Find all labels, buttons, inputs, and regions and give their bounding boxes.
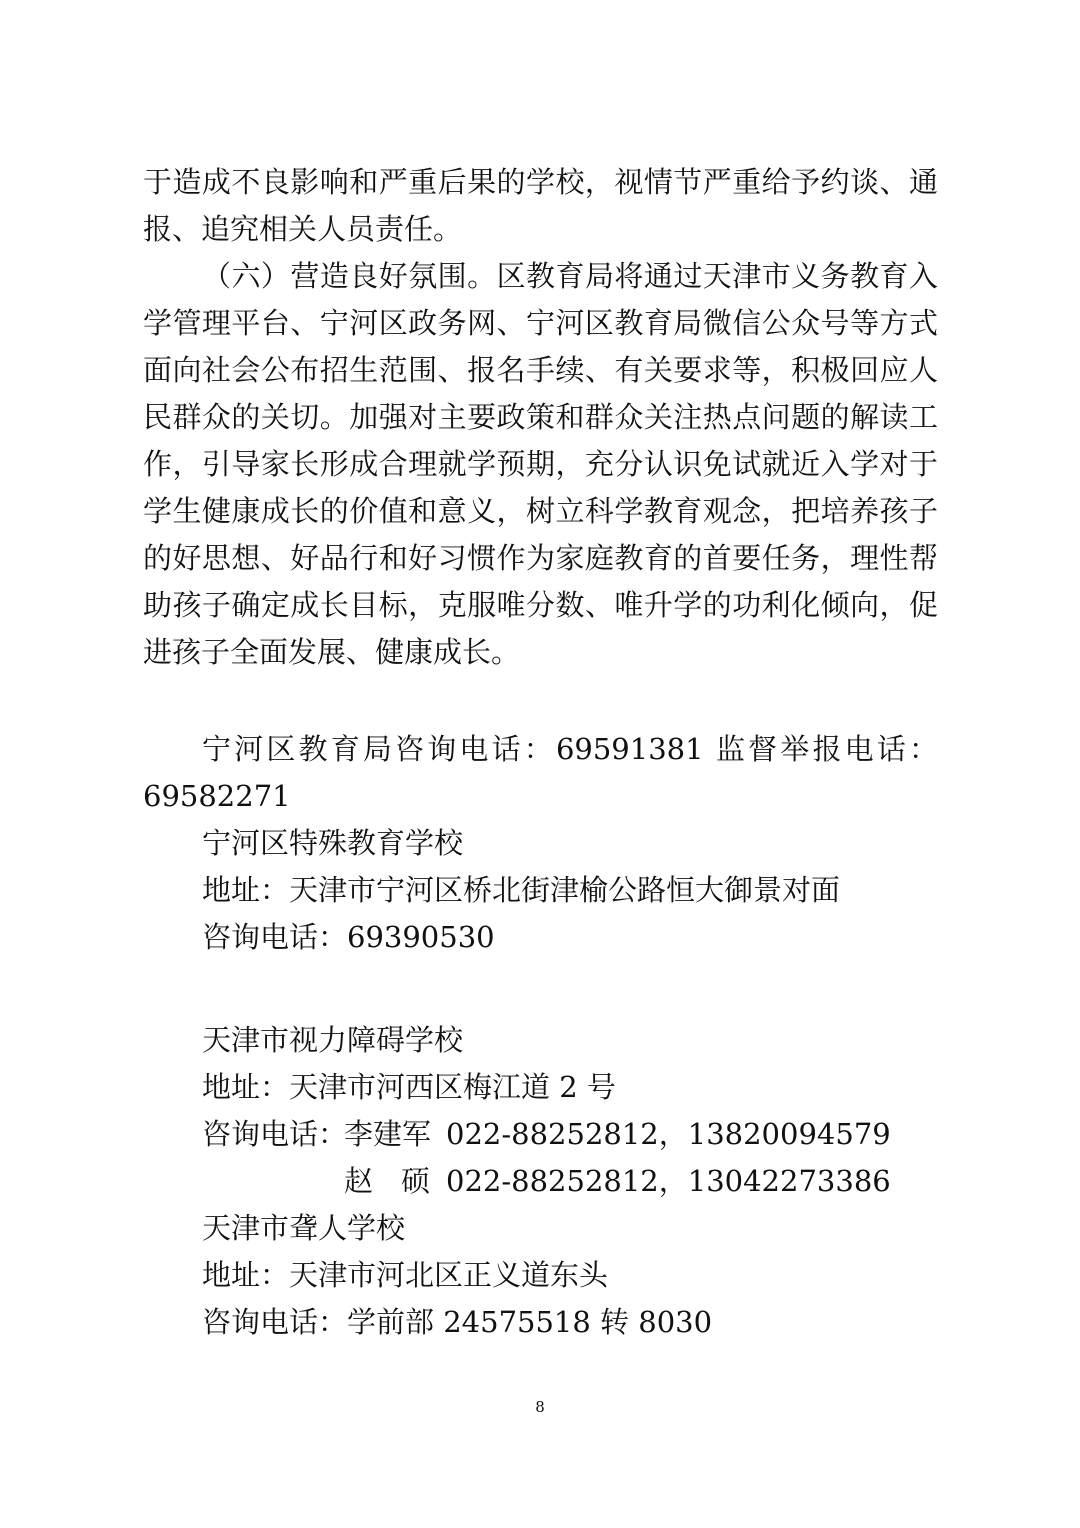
paragraph-line: 于造成不良影响和严重后果的学校，视情节严重给予约谈、通 — [143, 165, 938, 199]
school-phone-label: 咨询电话： — [202, 1117, 348, 1151]
paragraph-line: 学管理平台、宁河区政务网、宁河区教育局微信公众号等方式 — [143, 306, 938, 340]
contact-person-numbers: 022-88252812，13820094579 — [446, 1117, 891, 1151]
paragraph-line: 报、追究相关人员责任。 — [143, 212, 463, 246]
contact-person-numbers: 022-88252812，13042273386 — [446, 1164, 891, 1198]
school-address: 地址：天津市河西区梅江道 2 号 — [202, 1070, 616, 1104]
contact-line: 宁河区教育局咨询电话：69591381 监督举报电话： — [202, 732, 938, 766]
paragraph-line: 作，引导家长形成合理就学预期，充分认识免试就近入学对于 — [143, 447, 938, 481]
section-heading-line: （六）营造良好氛围。区教育局将通过天津市义务教育入 — [202, 259, 938, 293]
school-address: 地址：天津市宁河区桥北街津榆公路恒大御景对面 — [202, 873, 841, 907]
school-phone: 咨询电话：学前部 24575518 转 8030 — [202, 1305, 713, 1339]
school-address: 地址：天津市河北区正义道东头 — [202, 1258, 609, 1292]
paragraph-line: 进孩子全面发展、健康成长。 — [143, 635, 521, 669]
paragraph-line: 面向社会公布招生范围、报名手续、有关要求等，积极回应人 — [143, 353, 938, 387]
school-name: 宁河区特殊教育学校 — [202, 826, 464, 860]
contact-line-continued: 69582271 — [143, 779, 291, 813]
school-phone: 咨询电话：69390530 — [202, 920, 495, 954]
contact-person-name: 赵 硕 — [344, 1164, 430, 1198]
school-name: 天津市聋人学校 — [202, 1211, 406, 1245]
paragraph-line: 民群众的关切。加强对主要政策和群众关注热点问题的解读工 — [143, 400, 938, 434]
page-number: 8 — [535, 1398, 545, 1416]
paragraph-line: 的好思想、好品行和好习惯作为家庭教育的首要任务，理性帮 — [143, 541, 938, 575]
paragraph-line: 助孩子确定成长目标，克服唯分数、唯升学的功利化倾向，促 — [143, 588, 938, 622]
paragraph-line: 学生健康成长的价值和意义，树立科学教育观念，把培养孩子 — [143, 494, 938, 528]
school-name: 天津市视力障碍学校 — [202, 1023, 464, 1057]
contact-person-name: 李建军 — [344, 1117, 432, 1151]
